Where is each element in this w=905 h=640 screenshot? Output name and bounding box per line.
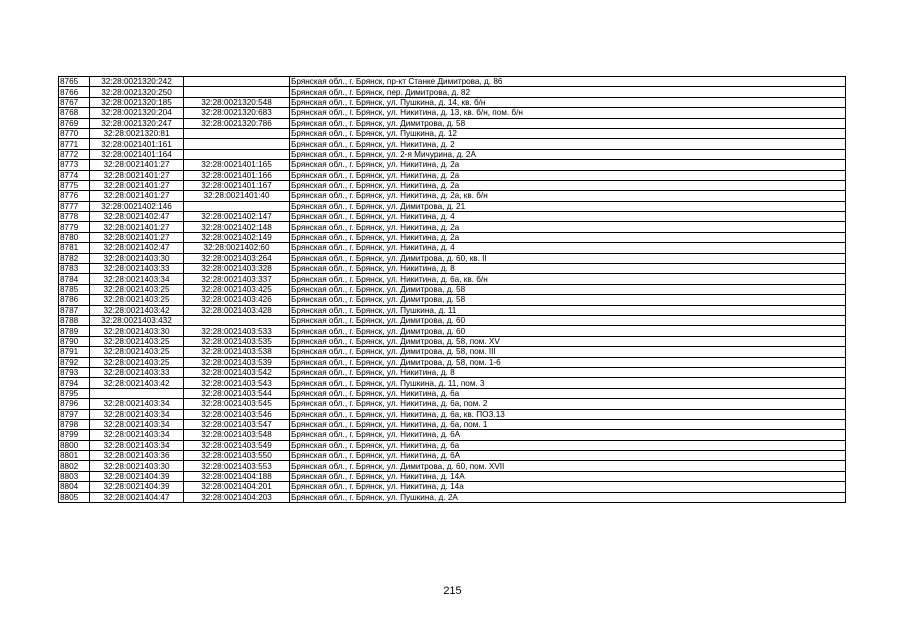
table-row (59, 128, 846, 138)
cadastral-number-cell: 32:28:0021404:39 (90, 482, 184, 492)
cadastral-number-cell: 32:28:0021403:25 (90, 284, 184, 294)
row-number-cell: 8772 (59, 149, 90, 159)
object-cadastral-number-cell (184, 315, 290, 325)
address-cell: Брянская обл., г. Брянск, ул. Пушкина, д. 14, кв. б/н (290, 97, 846, 107)
address-cell: Брянская обл., г. Брянск, ул. Никитина, д. 2а (290, 160, 846, 170)
address-cell: Брянская обл., г. Брянск, пр-кт Станке Димитрова, д. 86 (290, 77, 846, 87)
address-cell: Брянская обл., г. Брянск, ул. Никитина, д. 6а (290, 440, 846, 450)
object-cadastral-number-cell: 32:28:0021403:533 (184, 326, 290, 336)
row-number-cell: 8791 (59, 347, 90, 357)
row-number-cell: 8795 (59, 388, 90, 398)
row-number-cell: 8786 (59, 295, 90, 305)
address-cell: Брянская обл., г. Брянск, ул. Никитина, д. 14А (290, 471, 846, 481)
row-number-cell: 8787 (59, 305, 90, 315)
table-row (59, 315, 846, 325)
row-number-cell: 8778 (59, 212, 90, 222)
table-row (59, 160, 846, 170)
cadastral-number-cell: 32:28:0021320:81 (90, 128, 184, 138)
row-number-cell: 8781 (59, 243, 90, 253)
cadastral-number-cell: 32:28:0021403:30 (90, 253, 184, 263)
table-row (59, 118, 846, 128)
row-number-cell: 8770 (59, 128, 90, 138)
row-number-cell: 8800 (59, 440, 90, 450)
object-cadastral-number-cell: 32:28:0021404:203 (184, 492, 290, 502)
cadastral-number-cell: 32:28:0021401:27 (90, 222, 184, 232)
row-number-cell: 8769 (59, 118, 90, 128)
address-cell: Брянская обл., г. Брянск, ул. Димитрова, д. 58 (290, 118, 846, 128)
row-number-cell: 8768 (59, 108, 90, 118)
table-row (59, 212, 846, 222)
object-cadastral-number-cell: 32:28:0021403:428 (184, 305, 290, 315)
address-cell: Брянская обл., г. Брянск, ул. Никитина, д. 2а, кв. б/н (290, 191, 846, 201)
row-number-cell: 8793 (59, 367, 90, 377)
table-row (59, 274, 846, 284)
cadastral-number-cell: 32:28:0021401:27 (90, 232, 184, 242)
table-row (59, 253, 846, 263)
row-number-cell: 8798 (59, 419, 90, 429)
table-row (59, 191, 846, 201)
cadastral-number-cell: 32:28:0021403:33 (90, 264, 184, 274)
table-row (59, 305, 846, 315)
table-row (59, 295, 846, 305)
cadastral-number-cell: 32:28:0021404:39 (90, 471, 184, 481)
cadastral-number-cell: 32:28:0021403:25 (90, 347, 184, 357)
row-number-cell: 8766 (59, 87, 90, 97)
object-cadastral-number-cell: 32:28:0021401:40 (184, 191, 290, 201)
address-cell: Брянская обл., г. Брянск, ул. Димитрова, д. 60, кв. II (290, 253, 846, 263)
object-cadastral-number-cell: 32:28:0021403:553 (184, 461, 290, 471)
address-cell: Брянская обл., г. Брянск, ул. Пушкина, д. 2А (290, 492, 846, 502)
table-row (59, 471, 846, 481)
page-number: 215 (443, 585, 462, 597)
row-number-cell: 8773 (59, 160, 90, 170)
address-cell: Брянская обл., г. Брянск, ул. Никитина, д. 2а (290, 222, 846, 232)
cadastral-number-cell (90, 388, 184, 398)
table-row (59, 77, 846, 87)
table-row (59, 232, 846, 242)
row-number-cell: 8804 (59, 482, 90, 492)
address-cell: Брянская обл., г. Брянск, ул. Пушкина, д. 11 (290, 305, 846, 315)
row-number-cell: 8765 (59, 77, 90, 87)
object-cadastral-number-cell (184, 201, 290, 211)
address-cell: Брянская обл., г. Брянск, ул. Никитина, д. 6а, кв. ПОЗ.13 (290, 409, 846, 419)
cadastral-number-cell: 32:28:0021403:30 (90, 326, 184, 336)
table-row (59, 108, 846, 118)
row-number-cell: 8785 (59, 284, 90, 294)
row-number-cell: 8774 (59, 170, 90, 180)
cadastral-number-cell: 32:28:0021320:247 (90, 118, 184, 128)
cadastral-number-cell: 32:28:0021320:242 (90, 77, 184, 87)
table-row (59, 409, 846, 419)
object-cadastral-number-cell: 32:28:0021403:545 (184, 399, 290, 409)
cadastral-number-cell: 32:28:0021403:25 (90, 357, 184, 367)
address-cell: Брянская обл., г. Брянск, ул. Никитина, д. 6а, кв. б/н (290, 274, 846, 284)
row-number-cell: 8792 (59, 357, 90, 367)
row-number-cell: 8775 (59, 180, 90, 190)
table-row (59, 482, 846, 492)
address-cell: Брянская обл., г. Брянск, ул. Димитрова, д. 58, пом. 1-6 (290, 357, 846, 367)
address-cell: Брянская обл., г. Брянск, ул. Никитина, д. 4 (290, 212, 846, 222)
cadastral-number-cell: 32:28:0021403:34 (90, 419, 184, 429)
object-cadastral-number-cell: 32:28:0021403:550 (184, 451, 290, 461)
cadastral-number-cell: 32:28:0021403:36 (90, 451, 184, 461)
cadastral-number-cell: 32:28:0021403:34 (90, 440, 184, 450)
cadastral-number-cell: 32:28:0021320:250 (90, 87, 184, 97)
address-cell: Брянская обл., г. Брянск, ул. Димитрова, д. 58, пом. III (290, 347, 846, 357)
table-row (59, 201, 846, 211)
address-cell: Брянская обл., г. Брянск, ул. Димитрова, д. 60 (290, 326, 846, 336)
table-row (59, 461, 846, 471)
cadastral-number-cell: 32:28:0021403:25 (90, 336, 184, 346)
table-row (59, 357, 846, 367)
object-cadastral-number-cell: 32:28:0021403:544 (184, 388, 290, 398)
address-cell: Брянская обл., г. Брянск, ул. Никитина, д. 2а (290, 170, 846, 180)
object-cadastral-number-cell: 32:28:0021403:539 (184, 357, 290, 367)
row-number-cell: 8801 (59, 451, 90, 461)
table-row (59, 97, 846, 107)
cadastral-number-cell: 32:28:0021401:164 (90, 149, 184, 159)
object-cadastral-number-cell: 32:28:0021403:535 (184, 336, 290, 346)
registry-table-body (59, 77, 846, 503)
row-number-cell: 8777 (59, 201, 90, 211)
object-cadastral-number-cell: 32:28:0021320:786 (184, 118, 290, 128)
table-row (59, 440, 846, 450)
object-cadastral-number-cell: 32:28:0021403:538 (184, 347, 290, 357)
cadastral-number-cell: 32:28:0021403:34 (90, 409, 184, 419)
table-row (59, 399, 846, 409)
address-cell: Брянская обл., г. Брянск, ул. Никитина, д. 6а (290, 388, 846, 398)
row-number-cell: 8803 (59, 471, 90, 481)
cadastral-number-cell: 32:28:0021401:27 (90, 160, 184, 170)
table-row (59, 430, 846, 440)
object-cadastral-number-cell: 32:28:0021403:425 (184, 284, 290, 294)
address-cell: Брянская обл., г. Брянск, пер. Димитрова, д. 82 (290, 87, 846, 97)
address-cell: Брянская обл., г. Брянск, ул. Никитина, д. 8 (290, 264, 846, 274)
address-cell: Брянская обл., г. Брянск, ул. Никитина, д. 4 (290, 243, 846, 253)
cadastral-number-cell: 32:28:0021403:34 (90, 274, 184, 284)
row-number-cell: 8767 (59, 97, 90, 107)
row-number-cell: 8794 (59, 378, 90, 388)
table-row (59, 243, 846, 253)
cadastral-number-cell: 32:28:0021403:33 (90, 367, 184, 377)
table-row (59, 149, 846, 159)
address-cell: Брянская обл., г. Брянск, ул. Никитина, д. 6а, пом. 2 (290, 399, 846, 409)
cadastral-number-cell: 32:28:0021403:34 (90, 430, 184, 440)
object-cadastral-number-cell: 32:28:0021401:166 (184, 170, 290, 180)
cadastral-number-cell: 32:28:0021402:47 (90, 212, 184, 222)
property-registry-table (58, 76, 846, 503)
address-cell: Брянская обл., г. Брянск, ул. Никитина, д. 6А (290, 430, 846, 440)
table-row (59, 326, 846, 336)
object-cadastral-number-cell: 32:28:0021403:548 (184, 430, 290, 440)
row-number-cell: 8796 (59, 399, 90, 409)
row-number-cell: 8799 (59, 430, 90, 440)
row-number-cell: 8776 (59, 191, 90, 201)
object-cadastral-number-cell: 32:28:0021320:548 (184, 97, 290, 107)
object-cadastral-number-cell: 32:28:0021403:337 (184, 274, 290, 284)
address-cell: Брянская обл., г. Брянск, ул. Никитина, д. 6А (290, 451, 846, 461)
row-number-cell: 8802 (59, 461, 90, 471)
row-number-cell: 8788 (59, 315, 90, 325)
row-number-cell: 8784 (59, 274, 90, 284)
address-cell: Брянская обл., г. Брянск, ул. Никитина, д. 2 (290, 139, 846, 149)
table-row (59, 492, 846, 502)
row-number-cell: 8789 (59, 326, 90, 336)
object-cadastral-number-cell: 32:28:0021403:542 (184, 367, 290, 377)
address-cell: Брянская обл., г. Брянск, ул. Никитина, д. 8 (290, 367, 846, 377)
table-row (59, 347, 846, 357)
object-cadastral-number-cell (184, 128, 290, 138)
table-row (59, 170, 846, 180)
object-cadastral-number-cell: 32:28:0021320:683 (184, 108, 290, 118)
object-cadastral-number-cell: 32:28:0021404:201 (184, 482, 290, 492)
cadastral-number-cell: 32:28:0021320:185 (90, 97, 184, 107)
address-cell: Брянская обл., г. Брянск, ул. Димитрова, д. 58 (290, 284, 846, 294)
object-cadastral-number-cell: 32:28:0021403:549 (184, 440, 290, 450)
row-number-cell: 8805 (59, 492, 90, 502)
table-row (59, 284, 846, 294)
address-cell: Брянская обл., г. Брянск, ул. Никитина, д. 13, кв. б/н, пом. б/н (290, 108, 846, 118)
table-row (59, 222, 846, 232)
cadastral-number-cell: 32:28:0021403:30 (90, 461, 184, 471)
table-row (59, 367, 846, 377)
object-cadastral-number-cell: 32:28:0021402:149 (184, 232, 290, 242)
row-number-cell: 8779 (59, 222, 90, 232)
address-cell: Брянская обл., г. Брянск, ул. Димитрова, д. 60, пом. XVII (290, 461, 846, 471)
cadastral-number-cell: 32:28:0021320:204 (90, 108, 184, 118)
object-cadastral-number-cell: 32:28:0021402:148 (184, 222, 290, 232)
cadastral-number-cell: 32:28:0021403:25 (90, 295, 184, 305)
address-cell: Брянская обл., г. Брянск, ул. Димитрова, д. 60 (290, 315, 846, 325)
cadastral-number-cell: 32:28:0021401:27 (90, 191, 184, 201)
object-cadastral-number-cell: 32:28:0021403:543 (184, 378, 290, 388)
cadastral-number-cell: 32:28:0021401:27 (90, 170, 184, 180)
address-cell: Брянская обл., г. Брянск, ул. Димитрова, д. 21 (290, 201, 846, 211)
table-row (59, 378, 846, 388)
address-cell: Брянская обл., г. Брянск, ул. Димитрова, д. 58 (290, 295, 846, 305)
cadastral-number-cell: 32:28:0021402:47 (90, 243, 184, 253)
row-number-cell: 8790 (59, 336, 90, 346)
row-number-cell: 8797 (59, 409, 90, 419)
table-row (59, 139, 846, 149)
cadastral-number-cell: 32:28:0021401:27 (90, 180, 184, 190)
object-cadastral-number-cell (184, 77, 290, 87)
table-row (59, 180, 846, 190)
object-cadastral-number-cell (184, 139, 290, 149)
object-cadastral-number-cell: 32:28:0021403:546 (184, 409, 290, 419)
object-cadastral-number-cell: 32:28:0021401:165 (184, 160, 290, 170)
cadastral-number-cell: 32:28:0021403:42 (90, 305, 184, 315)
table-row (59, 87, 846, 97)
cadastral-number-cell: 32:28:0021402:146 (90, 201, 184, 211)
row-number-cell: 8783 (59, 264, 90, 274)
address-cell: Брянская обл., г. Брянск, ул. Никитина, д. 14а (290, 482, 846, 492)
object-cadastral-number-cell: 32:28:0021402:147 (184, 212, 290, 222)
table-row (59, 451, 846, 461)
object-cadastral-number-cell: 32:28:0021403:328 (184, 264, 290, 274)
address-cell: Брянская обл., г. Брянск, ул. Димитрова, д. 58, пом. XV (290, 336, 846, 346)
address-cell: Брянская обл., г. Брянск, ул. Пушкина, д. 11, пом. 3 (290, 378, 846, 388)
table-row (59, 388, 846, 398)
object-cadastral-number-cell: 32:28:0021402:60 (184, 243, 290, 253)
cadastral-number-cell: 32:28:0021403:42 (90, 378, 184, 388)
object-cadastral-number-cell: 32:28:0021403:426 (184, 295, 290, 305)
object-cadastral-number-cell (184, 149, 290, 159)
address-cell: Брянская обл., г. Брянск, ул. Никитина, д. 2а (290, 232, 846, 242)
object-cadastral-number-cell: 32:28:0021404:188 (184, 471, 290, 481)
address-cell: Брянская обл., г. Брянск, ул. Никитина, д. 2а (290, 180, 846, 190)
cadastral-number-cell: 32:28:0021404:47 (90, 492, 184, 502)
table-row (59, 336, 846, 346)
table-row (59, 264, 846, 274)
object-cadastral-number-cell: 32:28:0021403:264 (184, 253, 290, 263)
address-cell: Брянская обл., г. Брянск, ул. Никитина, д. 6а, пом. 1 (290, 419, 846, 429)
table-row (59, 419, 846, 429)
cadastral-number-cell: 32:28:0021403:34 (90, 399, 184, 409)
object-cadastral-number-cell: 32:28:0021403:547 (184, 419, 290, 429)
object-cadastral-number-cell: 32:28:0021401:167 (184, 180, 290, 190)
object-cadastral-number-cell (184, 87, 290, 97)
address-cell: Брянская обл., г. Брянск, ул. Пушкина, д. 12 (290, 128, 846, 138)
cadastral-number-cell: 32:28:0021401:161 (90, 139, 184, 149)
row-number-cell: 8780 (59, 232, 90, 242)
cadastral-number-cell: 32:28:0021403:432 (90, 315, 184, 325)
row-number-cell: 8782 (59, 253, 90, 263)
address-cell: Брянская обл., г. Брянск, ул. 2-я Мичурина, д. 2А (290, 149, 846, 159)
row-number-cell: 8771 (59, 139, 90, 149)
